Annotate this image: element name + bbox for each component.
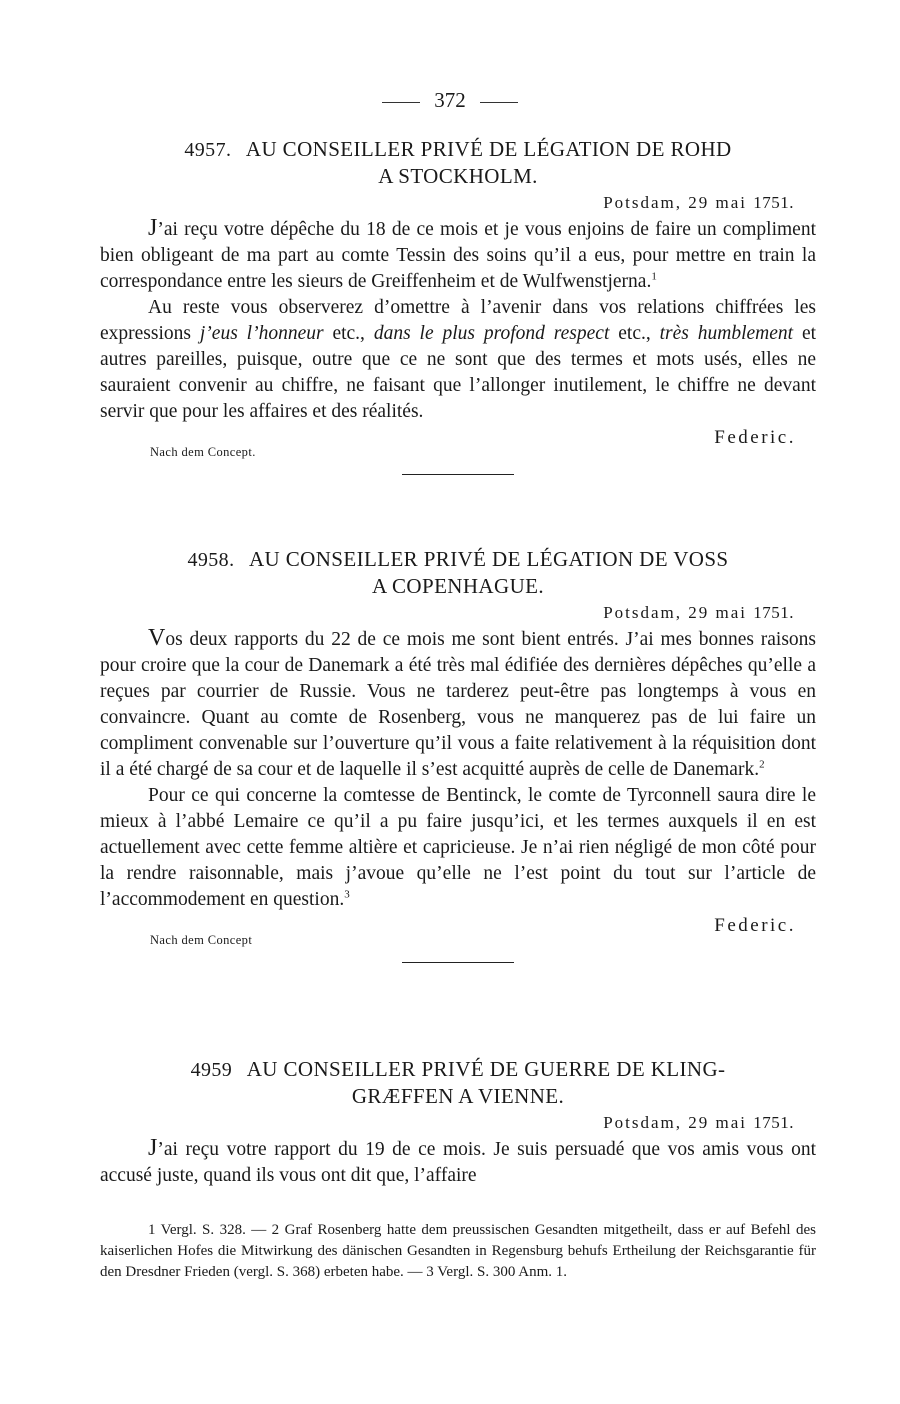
italic-phrase: dans le plus profond respect (373, 323, 610, 344)
heading-line-1: AU CONSEILLER PRIVÉ DE LÉGATION DE VOSS (248, 547, 729, 571)
italic-phrase: très humblement (659, 323, 794, 344)
letter-heading (100, 546, 816, 599)
letter-heading (100, 136, 816, 189)
footnote-ref: 1 (651, 270, 657, 283)
paragraph-text: et autres pareilles, puisque, outre que ce ne sont que des termes et mots usés, elles ne sauraient convenir au chiffre, ne faisant que l’allonger inutilement, le chiffre ne devant servir que pour les affaires et des réalités. (100, 323, 817, 422)
section-divider (402, 474, 514, 475)
footnote-ref: 2 (759, 758, 765, 771)
paragraph-text: ’ai reçu votre rapport du 19 de ce mois. Je suis persuadé que vos amis vous ont accusé juste, quand ils vous ont dit que, l’affaire (100, 1139, 816, 1186)
page-number (0, 88, 900, 113)
date-place: Potsdam, 29 mai (603, 603, 747, 622)
source-note: Nach dem Concept. (150, 445, 256, 459)
letter-number: 4959 (190, 1059, 233, 1081)
heading-line-2: A COPENHAGUE. (371, 574, 545, 598)
footnote-ref: 3 (344, 888, 350, 901)
paragraph-2 (100, 783, 816, 913)
paragraph-text: ’ai reçu votre dépêche du 18 de ce mois et je vous enjoins de faire un compliment bien obligeant de ma part au comte Tessin des soins qu’il a eus, pour mettre en train la correspondance entre les sieurs de Greiffenheim et de Wulfwenstjerna. (100, 219, 816, 292)
paragraph-text: Pour ce qui concerne la comtesse de Bentinck, le comte de Tyrconnell saura dire le mieux à l’abbé Lemaire ce qu’il a pu faire jusqu’ici, et les termes auxquels il en est actuellement avec cette femme altière et capricieuse. Je n’ai rien négligé de mon côté pour la rendre raisonnable, mais j’avoue qu’elle ne l’est point du tout sur l’article de l’accommodement en question. (100, 785, 816, 910)
paragraph-text: etc., (323, 323, 374, 344)
date-place: Potsdam, 29 mai (603, 1113, 747, 1132)
initial-letter: J (148, 215, 158, 241)
page-number-text: 372 (434, 88, 466, 112)
letter-4957 (100, 136, 816, 475)
heading-line-1: AU CONSEILLER PRIVÉ DE LÉGATION DE ROHD (245, 137, 732, 161)
page-number-right-dash (480, 102, 518, 103)
heading-line-1: AU CONSEILLER PRIVÉ DE GUERRE DE KLING- (246, 1057, 726, 1081)
source-note: Nach dem Concept (150, 933, 253, 947)
letter-number: 4958. (187, 549, 235, 571)
letter-date (100, 601, 816, 625)
section-divider (402, 962, 514, 963)
initial-letter: J (148, 1135, 158, 1161)
date-year: 1751. (753, 1113, 794, 1132)
heading-line-2: GRÆFFEN A VIENNE. (351, 1084, 565, 1108)
letter-date (100, 191, 816, 215)
signature: Federic. (714, 915, 796, 936)
italic-phrase: j’eus l’honneur (199, 323, 324, 344)
letter-4958 (100, 546, 816, 963)
paragraph-text: Au reste vous observerez d’omettre à l’avenir dans vos relations chiffrées les expressions (100, 297, 816, 344)
paragraph-text: os deux rapports du 22 de ce mois me sont bient entrés. J’ai mes bonnes raisons pour croire que la cour de Danemark a été très mal édifiée des dernières dépêches qu’elle a reçues par courrier de Russie. Vous ne tarderez peut-être pas longtemps à vous en convaincre. Quant au comte de Rosenberg, vous ne manquerez pas de lui faire un compliment convenable sur l’ouverture qu’il vous a faite relativement à la réquisition dont il a été chargé de sa cour et de laquelle il s’est acquitté auprès de celle de Danemark. (100, 629, 816, 780)
letter-4959 (100, 1056, 816, 1189)
date-place: Potsdam, 29 mai (603, 193, 747, 212)
initial-letter: V (148, 625, 166, 651)
heading-line-2: A STOCKHOLM. (378, 164, 538, 188)
date-year: 1751. (753, 603, 794, 622)
paragraph-2 (100, 295, 816, 425)
page-number-left-dash (382, 102, 420, 103)
signature: Federic. (714, 427, 796, 448)
letter-heading (100, 1056, 816, 1109)
letter-date (100, 1111, 816, 1135)
letter-number: 4957. (184, 139, 232, 161)
date-year: 1751. (753, 193, 794, 212)
paragraph-text: etc., (609, 323, 660, 344)
paragraph-1 (100, 625, 816, 783)
paragraph-1 (100, 1135, 816, 1189)
paragraph-1 (100, 215, 816, 295)
footnotes: 1 Vergl. S. 328. — 2 Graf Rosenberg hatte dem preussischen Gesandten mitgetheilt, dass er auf Befehl des kaiserlichen Hofes die Mitwirkung des dänischen Gesandten in Regensburg behufs Ertheilung der Reichsgarantie für den Dresdner Frieden (vergl. S. 368) erbeten habe. — 3 Vergl. S. 300 Anm. 1. (100, 1222, 816, 1280)
